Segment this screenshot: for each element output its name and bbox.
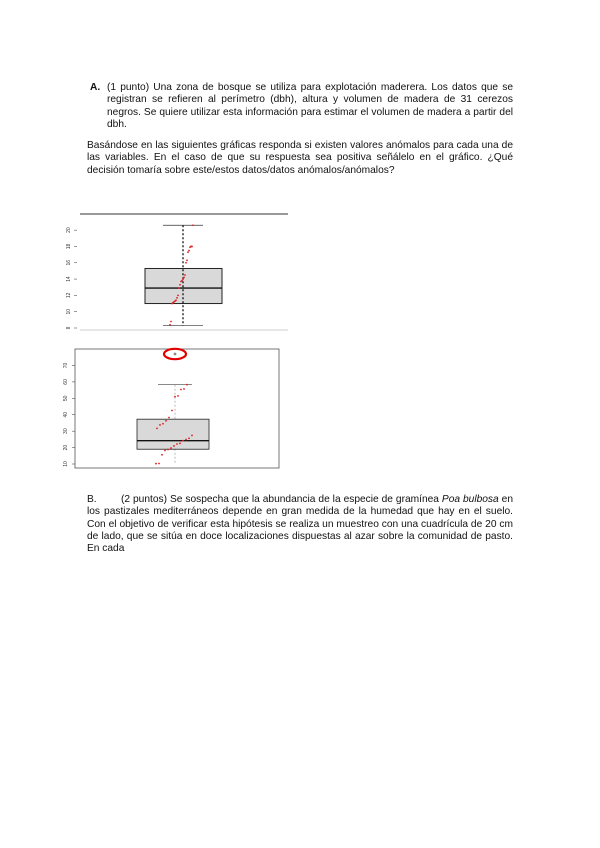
chart1-data-point [188,250,190,252]
chart2-data-point [168,417,170,419]
chart1-tick-label: 18 [66,243,72,250]
chart2-data-point [176,443,178,445]
chart1-tick-label: 10 [66,308,72,315]
chart2-tick-label: 10 [63,461,69,467]
chart2-data-point [159,424,161,426]
chart1-tick-label: 16 [66,259,72,266]
question-a-label: A. [90,82,101,93]
chart1-tick-label: 8 [66,326,72,330]
question-b-species: Poa bulbosa [441,494,499,505]
chart1-data-point [169,324,171,326]
chart1-tick-label: 14 [66,276,72,282]
chart1-data-point [177,294,179,296]
chart1-data-point [184,274,186,276]
chart2-data-point [173,445,175,447]
chart2-frame [75,349,279,468]
chart1-data-point [181,280,183,282]
chart2-tick-label: 30 [63,428,69,434]
chart1-data-point [192,224,194,226]
chart1-data-point [175,299,177,301]
chart2-outlier-point [174,353,177,356]
chart2-data-point [167,449,169,451]
chart2-data-point [165,420,167,422]
question-b-pre: (2 puntos) Se sospecha que la abundancia de la especie de gramínea [121,494,442,505]
chart1-data-point [186,259,188,261]
chart1-data-point [179,284,181,286]
chart2-data-point [158,463,160,465]
chart1-data-point [176,297,178,299]
boxplot-chart-1 [60,210,290,335]
question-b [87,494,513,555]
chart2-data-point [171,410,173,412]
chart1-data-point [183,277,185,279]
chart2-data-point [161,454,163,456]
chart2-tick-label: 70 [63,362,69,369]
question-a-text: (1 punto) Una zona de bosque se utiliza para explotación maderera. Los datos que se registran se refieren al perímetro (dbh), altura y volumen de madera de 31 cerezos negros. Se quiere utilizar esta información para estimar el volumen de madera a partir del dbh. [107,82,513,130]
boxplot-chart-2 [60,346,280,471]
chart1-tick-label: 20 [66,227,72,233]
question-b-label: B. [87,494,97,505]
chart2-tick-label: 40 [63,411,69,418]
question-b-post: en los pastizales mediterráneos depende en gran medida de la humedad que hay en el suelo. Con el objetivo de verificar esta hipótesis se realiza un muestreo con una cuadrícula de 20 cm de lado, que se sitúa en doce localizaciones dispuestas al azar sobre la comunidad de pasto. En cada [87,494,513,555]
chart1-data-point [187,251,189,253]
chart2-data-point [174,396,176,398]
chart2-data-point [191,435,193,437]
chart2-data-point [182,440,184,442]
chart1-data-point [170,321,172,323]
chart2-data-point [180,389,182,391]
chart2-data-point [177,395,179,397]
chart2-data-point [156,427,158,429]
chart2-data-point [162,423,164,425]
chart2-tick-label: 50 [63,395,69,402]
chart2-data-point [170,447,172,449]
chart2-data-point [183,388,185,390]
chart2-data-point [179,442,181,444]
chart2-data-point [186,384,188,386]
chart2-data-point [155,463,157,465]
chart1-data-point [178,287,180,289]
chart2-tick-label: 20 [63,444,69,451]
chart1-data-point [182,278,184,280]
chart1-data-point [185,262,187,264]
chart2-data-point [188,437,190,439]
chart2-box [137,419,209,449]
intro-text: Basándose en las siguientes gráficas responda si existen valores anómalos para cada una de las variables. En el caso de que su respuesta sea positiva señálelo en el gráfico. ¿Qué decisión tomaría sobre este/estos datos/datos anómalos/anómalos? [87,140,513,176]
chart2-data-point [164,450,166,452]
chart1-tick-label: 12 [66,292,72,299]
chart1-data-point [191,246,193,248]
chart2-tick-label: 60 [63,379,69,385]
chart2-data-point [185,439,187,441]
